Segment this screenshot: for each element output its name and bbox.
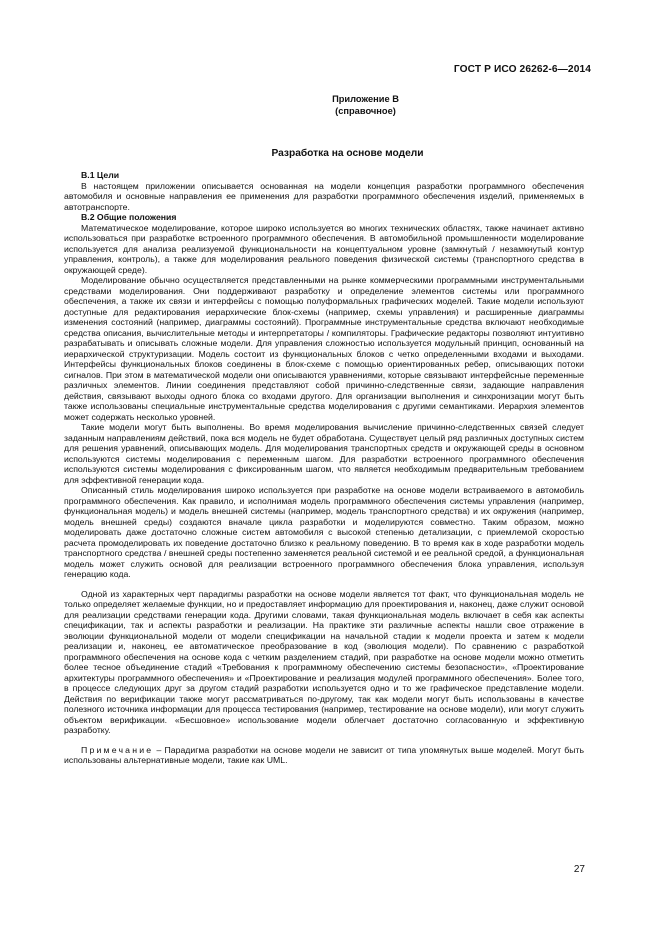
appendix-title: Разработка на основе модели bbox=[271, 148, 424, 159]
note-text: Парадигма разработки на основе модели не зависит от типа упомянутых выше моделей. Могут быть использованы альтернативные модели, такие как UML. bbox=[64, 744, 584, 765]
paragraph: Математическое моделирование, которое широко используется во многих технических областях, также начинает активно использоваться при разработке встроенного программного обеспечения. В автомобильной промышленности моделирование используется для анализа реализуемой функциональности на концептуальном уровне (замкнутый / незамкнутый контур управления, контроль), а также для моделирования реального поведения физической системы (транспортного средства в окружающей среде). bbox=[64, 222, 584, 275]
section-heading-goals: В.1 Цели bbox=[81, 170, 120, 180]
paragraph: Такие модели могут быть выполнены. Во время моделирования вычисление причинно-следственных связей следует заданным направлениям действий, пока вся модель не будет обработана. Существует целый ряд различных доступных систем для решения уравнений, описывающих модель. Для моделирования транспортных средств и окружающей среды в основном используются системы моделирования с переменным шагом. Для разработки встроенного программного обеспечения используются системы моделирования с фиксированным шагом, что является необходимым предварительным требованием для эффективной генерации кода. bbox=[64, 422, 584, 485]
page-number: 27 bbox=[573, 864, 585, 875]
paragraph: В настоящем приложении описывается основанная на модели концепция разработки программного обеспечения автомобиля и основные направления ее применения для разработки программного обеспечения изделий, применяемых в автотранспорте. bbox=[64, 180, 584, 212]
note-dash: – bbox=[156, 744, 162, 755]
section-heading-general: В.2 Общие положения bbox=[81, 212, 177, 222]
note-label: Примечание bbox=[81, 744, 154, 755]
note bbox=[64, 745, 584, 766]
appendix-label: Приложение В bbox=[332, 94, 399, 104]
paragraph: Моделирование обычно осуществляется представленными на рынке коммерческими программными инструментальными средствами моделирования. Они поддерживают разработку и определение элементов системы или программного обеспечения, а также их связи и интерфейсы с помощью полуформальных графических моделей. Такие модели используют доступные для редактирования иерархические блок-схемы (например, схемы управления) и расширенные диаграммы изменения состояний (например, диаграммы состояний). Программные инструментальные средства включают необходимые средства описания, вычислительные методы и интерпретаторы / компиляторы. Графические редакторы позволяют интуитивно разрабатывать и описывать сложные модели. Для управления сложностью используется модульный принцип, основанный на иерархической структуризации. Модель состоит из функциональных блоков с четко определенными входами и выходами. Интерфейсы функциональных блоков соединены в блок-схеме с помощью ориентированных ребер, описывающих потоки сигналов. При этом в математической модели они описываются уравнениями, которые связывают интерфейсные переменные различных элементов. Линии соединения представляют собой причинно-следственные связи, задающие направления действия, связывают выходы одного блока со входами другого. Для организации выполнения и синхронизации могут быть также использованы специальные инструментальные средства моделирования с другими семантиками. Иерархия элементов может содержать несколько уровней. bbox=[64, 275, 584, 422]
paragraph: Описанный стиль моделирования широко используется при разработке на основе модели встраиваемого в автомобиль программного обеспечения. Как правило, и исполнимая модель программного обеспечения системы управления (например, функциональная модель) и модель внешней системы (например, модель транспортного средства) и их окружения (например, модель внешней среды) создаются вначале цикла разработки и моделируются совместно. Таким образом, можно моделировать даже достаточно сложные систем автомобиля с высокой степенью детализации, с приемлемой скоростью расчета промоделировать их поведение достаточно близко к реальному поведению. В то время как в ходе разработки модель транспортного средства / внешней среды постепенно заменяется реальной системой и ее реальной средой, а функциональная модель может служить основой для реализации встроенного программного обеспечения блока управления, используя генерацию кода. bbox=[64, 485, 584, 579]
paragraph: Одной из характерных черт парадигмы разработки на основе модели является тот факт, что функциональная модель не только определяет желаемые функции, но и предоставляет информацию для проектирования и, наконец, даже служит основой для реализации средствами генерации кода. Другими словами, такая функциональная модель включает в себя как аспекты спецификации, так и аспекты разработки и реализации. На практике эти различные аспекты нашли свое отражение в эволюции функциональной модели от модели спецификации на начальной стадии к модели проекта и затем к модели реализации и, наконец, ее автоматическое преобразование в код (эволюция модели). По сравнению с разработкой программного обеспечения на основе кода с четким разделением стадий, при разработке на основе модели можно отметить более тесное объединение стадий «Требования к программному обеспечению системы безопасности», «Проектирование архитектуры программного обеспечения» и «Проектирование и реализация модулей программного обеспечения». Более того, в процессе следующих друг за другом стадий разработки используется одно и то же графическое представление модели. Действия по верификации также могут рассматриваться по-другому, так как модели могут быть использованы в качестве полезного источника информации для процесса тестирования (например, тестирование на основе модели), или могут служить объектом верификации. «Бесшовное» использование модели облегчает достаточно согласованную и эффективную разработку. bbox=[64, 588, 584, 735]
appendix-heading bbox=[0, 94, 661, 117]
appendix-kind: (справочное) bbox=[335, 105, 396, 116]
document-code: ГОСТ Р ИСО 26262-6—2014 bbox=[453, 64, 591, 75]
document-body bbox=[64, 170, 584, 766]
